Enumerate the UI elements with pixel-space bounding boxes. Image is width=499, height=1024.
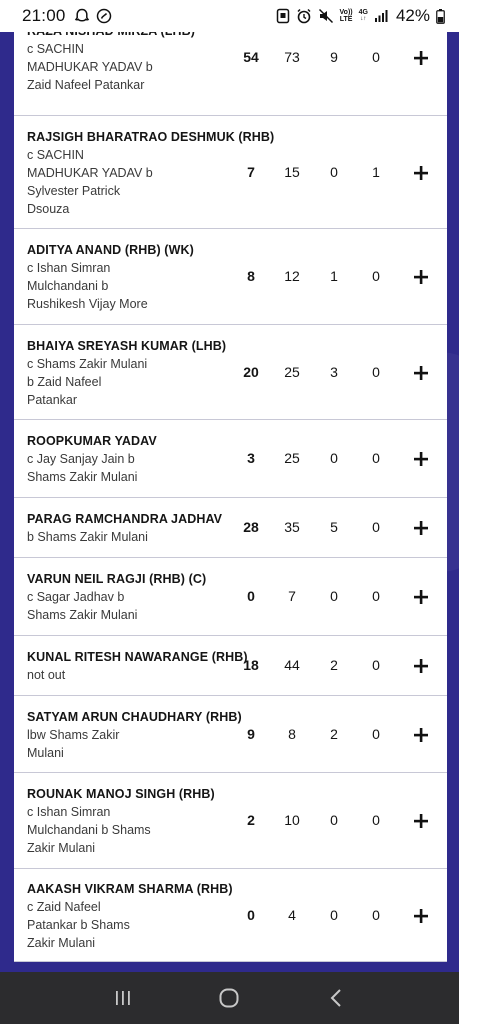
fours-value: 5 <box>330 519 338 535</box>
dismissal-text: c Ishan Simran <box>27 261 111 275</box>
recent-apps-button[interactable] <box>103 978 143 1018</box>
batter-name[interactable]: VARUN NEIL RAGJI (RHB) (C) <box>27 572 207 586</box>
expand-row-button[interactable] <box>410 724 432 746</box>
balls-value: 7 <box>288 588 296 604</box>
dismissal-text: Mulchandani b <box>27 279 109 293</box>
batter-name[interactable]: BHAIYA SREYASH KUMAR (LHB) <box>27 338 227 353</box>
dismissal-text: Sylvester Patrick <box>27 183 121 198</box>
dismissal-text: Zaid Nafeel Patankar <box>27 78 145 92</box>
expand-row-button[interactable] <box>410 47 432 69</box>
batting-row[interactable] <box>14 116 447 229</box>
status-notification-icons <box>74 8 112 24</box>
batter-name[interactable]: AAKASH VIKRAM SHARMA (RHB) <box>27 881 233 896</box>
runs-value: 0 <box>247 906 255 923</box>
sixes-value: 0 <box>372 588 380 604</box>
dismissal-text: c SACHIN <box>27 42 84 56</box>
fours-value: 3 <box>330 363 338 380</box>
expand-row-button[interactable] <box>410 362 432 384</box>
expand-row-button[interactable] <box>410 586 432 608</box>
runs-value: 7 <box>247 163 255 180</box>
batting-row[interactable] <box>14 696 447 773</box>
dismissal-text: lbw Shams Zakir <box>27 727 120 742</box>
ghost-app-icon <box>74 8 90 24</box>
expand-row-button[interactable] <box>410 266 432 288</box>
plus-icon <box>414 270 428 284</box>
runs-value: 2 <box>247 812 255 828</box>
screenshot-icon <box>276 8 290 24</box>
expand-row-button[interactable] <box>410 162 432 184</box>
dismissal-text: Zakir Mulani <box>27 935 96 950</box>
runs-value: 8 <box>247 268 255 284</box>
dismissal-text: b Shams Zakir Mulani <box>27 530 148 544</box>
plus-icon <box>414 452 428 466</box>
dismissal-text: c Jay Sanjay Jain b <box>27 452 135 466</box>
batting-row[interactable] <box>14 498 447 558</box>
dismissal-text: c Sagar Jadhav b <box>27 590 125 604</box>
plus-icon <box>414 166 428 180</box>
sixes-value: 0 <box>372 519 380 535</box>
runs-value: 28 <box>243 519 259 535</box>
back-icon <box>329 988 343 1008</box>
fours-value: 0 <box>330 588 338 604</box>
batting-row[interactable] <box>14 229 447 325</box>
batting-row[interactable] <box>14 773 447 869</box>
dismissal-text: b Zaid Nafeel <box>27 374 102 389</box>
network-type <box>359 9 368 23</box>
sixes-value: 0 <box>372 450 380 466</box>
balls-value: 12 <box>284 268 300 284</box>
battery-percentage: 42% <box>395 6 430 25</box>
balls-value: 10 <box>284 812 300 828</box>
batting-scorecard <box>14 32 447 962</box>
home-icon <box>218 987 240 1009</box>
expand-row-button[interactable] <box>410 517 432 539</box>
dismissal-text: Mulani <box>27 745 64 760</box>
batting-row[interactable] <box>14 325 447 420</box>
batting-row[interactable] <box>14 636 447 696</box>
data-arrows-icon: ↓↑ <box>360 16 367 22</box>
fours-value: 9 <box>330 49 338 65</box>
dismissal-text: MADHUKAR YADAV b <box>27 60 153 74</box>
fours-value: 0 <box>330 906 338 923</box>
balls-value: 15 <box>284 163 300 180</box>
dismissal-text: c Ishan Simran <box>27 805 111 819</box>
batter-name[interactable]: KUNAL RITESH NAWARANGE (RHB) <box>27 650 248 664</box>
runs-value: 18 <box>243 657 259 673</box>
plus-icon <box>414 366 428 380</box>
network-label: 4G <box>358 9 368 16</box>
dismissal-text: Patankar b Shams <box>27 917 130 932</box>
batter-name[interactable]: ADITYA ANAND (RHB) (WK) <box>27 243 194 257</box>
status-time: 21:00 <box>22 6 66 25</box>
status-right-icons <box>276 6 445 26</box>
back-button[interactable] <box>316 978 356 1018</box>
sixes-value: 0 <box>372 906 380 923</box>
balls-value: 25 <box>284 450 300 466</box>
dismissal-text: c Shams Zakir Mulani <box>27 356 148 371</box>
plus-icon <box>414 814 428 828</box>
fours-value: 0 <box>330 812 338 828</box>
dismissal-text: Mulchandani b Shams <box>27 823 151 837</box>
sixes-value: 0 <box>372 657 380 673</box>
plus-icon <box>414 909 428 923</box>
plus-icon <box>414 521 428 535</box>
expand-row-button[interactable] <box>410 905 432 927</box>
plus-icon <box>414 51 428 65</box>
runs-value: 0 <box>247 588 255 604</box>
fours-value: 2 <box>330 725 338 742</box>
sixes-value: 0 <box>372 725 380 742</box>
dismissal-text: Patankar <box>27 392 78 407</box>
balls-value: 73 <box>284 49 300 65</box>
dismissal-text: c Zaid Nafeel <box>27 899 101 914</box>
dismissal-text: Zakir Mulani <box>27 841 96 855</box>
batting-row[interactable] <box>14 558 447 636</box>
dismissal-text: MADHUKAR YADAV b <box>27 165 153 180</box>
runs-value: 20 <box>243 363 259 380</box>
dismissal-text: not out <box>27 668 66 682</box>
system-navigation-bar <box>0 972 459 1024</box>
runs-value: 9 <box>247 725 255 742</box>
plus-icon <box>414 659 428 673</box>
sixes-value: 0 <box>372 363 380 380</box>
expand-row-button[interactable] <box>410 810 432 832</box>
status-bar <box>0 0 459 32</box>
sixes-value: 0 <box>372 268 380 284</box>
fours-value: 2 <box>330 657 338 673</box>
lte-label: LTE <box>339 16 353 23</box>
sixes-value: 0 <box>372 812 380 828</box>
battery-icon <box>436 9 445 24</box>
sync-app-icon <box>96 8 112 24</box>
plus-icon <box>414 590 428 604</box>
batting-row[interactable] <box>14 869 447 962</box>
recent-apps-icon <box>113 989 133 1007</box>
home-button[interactable] <box>209 978 249 1018</box>
sixes-value: 0 <box>372 49 380 65</box>
dismissal-text: Shams Zakir Mulani <box>27 470 138 484</box>
runs-value: 3 <box>247 450 255 466</box>
batting-row[interactable] <box>14 420 447 498</box>
expand-row-button[interactable] <box>410 448 432 470</box>
balls-value: 8 <box>288 725 296 742</box>
balls-value: 25 <box>284 363 300 380</box>
batter-name[interactable]: ROUNAK MANOJ SINGH (RHB) <box>27 787 215 801</box>
fours-value: 0 <box>330 450 338 466</box>
batter-name[interactable]: RAJSIGH BHARATRAO DESHMUK (RHB) <box>27 129 275 144</box>
balls-value: 44 <box>284 657 300 673</box>
sixes-value: 1 <box>372 163 380 180</box>
batter-name[interactable]: PARAG RAMCHANDRA JADHAV <box>27 512 223 526</box>
mute-icon <box>318 8 334 24</box>
balls-value: 4 <box>288 906 296 923</box>
alarm-icon <box>296 8 312 24</box>
dismissal-text: Rushikesh Vijay More <box>27 297 148 311</box>
batter-name[interactable]: SATYAM ARUN CHAUDHARY (RHB) <box>27 709 242 724</box>
expand-row-button[interactable] <box>410 655 432 677</box>
balls-value: 35 <box>284 519 300 535</box>
batter-name[interactable]: ROOPKUMAR YADAV <box>27 434 157 448</box>
volte-indicator <box>340 9 353 23</box>
runs-value: 54 <box>243 49 259 65</box>
fours-value: 1 <box>330 268 338 284</box>
dismissal-text: Dsouza <box>27 201 70 216</box>
dismissal-text: c SACHIN <box>27 147 84 162</box>
volte-label: Vo)) <box>339 9 353 16</box>
plus-icon <box>414 728 428 742</box>
signal-icon <box>374 9 388 23</box>
fours-value: 0 <box>330 163 338 180</box>
dismissal-text: Shams Zakir Mulani <box>27 608 138 622</box>
